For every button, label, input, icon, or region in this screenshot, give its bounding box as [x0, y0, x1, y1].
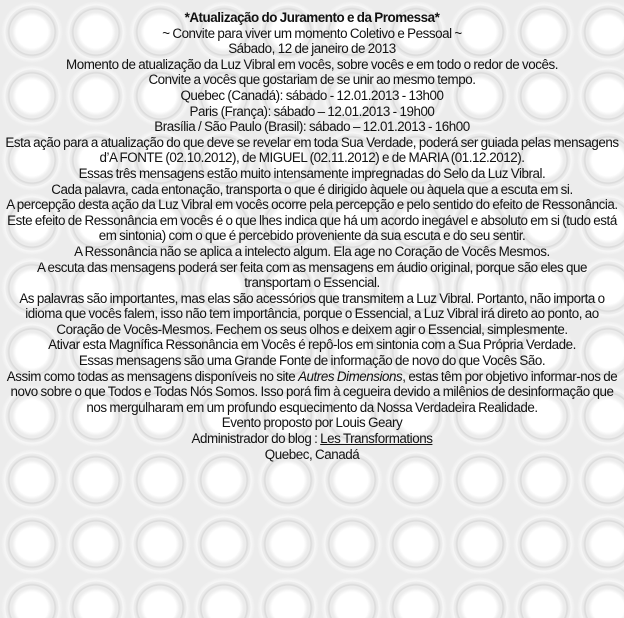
paragraph-great-source: Essas mensagens são uma Grande Fonte de informação de novo do que Vocês São. [78, 353, 546, 369]
paragraph-resonance-heart: A Ressonância não se aplica a intelecto algum. Ela age no Coração de Vocês Mesmos. [74, 243, 550, 259]
site-name-autres-dimensions: Autres Dimensions [298, 368, 403, 384]
paragraph-three-messages: Essas três mensagens estão muito intensamente impregnadas do Selo da Luz Vibral. [78, 165, 546, 181]
schedule-brasilia: Brasília / São Paulo (Brasil): sábado – 12.01.2013 - 16h00 [154, 119, 470, 135]
paragraph-guided-messages: Esta ação para a atualização do que deve se revelar em toda Sua Verdade, poderá ser guiada pelas mensagens d’A FONTE (02.10.2012), de MIGUEL (02.11.2012) e de MARIA (01.12.2012). [5, 134, 619, 166]
paragraph-each-word: Cada palavra, cada entonação, transporta o que é dirigido àquele ou àquela que a escuta em si. [51, 181, 573, 197]
paragraph-audio-listening: A escuta das mensagens poderá ser feita com as mensagens em áudio original, porque são eles que transportam o Essencial. [37, 259, 587, 291]
document-body [0, 10, 624, 462]
schedule-paris: Paris (França): sábado – 12.01.2013 - 19h00 [189, 103, 435, 119]
intro-paragraph-2: Convite a vocês que gostariam de se unir ao mesmo tempo. [148, 72, 476, 88]
document-subtitle: ~ Convite para viver um momento Coletivo e Pessoal ~ [162, 25, 462, 41]
location: Quebec, Canadá [264, 446, 360, 462]
paragraph-activate-resonance: Ativar esta Magnífica Ressonância em Vocês é repô-los em sintonia com a Sua Própria Verdade. [48, 337, 576, 353]
intro-paragraph-1: Momento de atualização da Luz Vibral em vocês, sobre vocês e em todo o redor de vocês. [66, 56, 558, 72]
les-transformations-link[interactable]: Les Transformations [320, 431, 433, 447]
paragraph-autres-after: , estas têm por objetivo informar-nos de novo sobre o que Todos e Todas Nós Somos. Isso porá fim à cegueira devido a milênios de desinformação que nos mergulharam em um profundo esquecimento da Nossa Verdadeira Realidade. [10, 368, 618, 415]
proposed-by: Evento proposto por Louis Geary [221, 415, 403, 431]
document-title: *Atualização do Juramento e da Promessa* [184, 10, 440, 25]
blog-admin-label: Administrador do blog : [191, 431, 321, 447]
paragraph-autres-before: Assim como todas as mensagens disponíveis no site [6, 368, 299, 384]
paragraph-resonance-effect: Este efeito de Ressonância em vocês é o que lhes indica que há um acordo inegável e absoluto em si (tudo está em sintonia) com o que é percebido proveniente da sua escuta e do seu sentir. [7, 212, 617, 244]
paragraph-autres-dimensions [0, 369, 624, 416]
event-date: Sábado, 12 de janeiro de 2013 [228, 41, 396, 57]
paragraph-words-important: As palavras são importantes, mas elas são acessórios que transmitem a Luz Vibral. Portanto, não importa o idioma que vocês falem, isso não tem importância, porque o Essencial, a Luz Vibral irá direto ao ponto, ao Coração de Vocês-Mesmos. Fechem os seus olhos e deixem agir o Essencial, simplesmente. [19, 290, 605, 337]
paragraph-perception: A percepção desta ação da Luz Vibral em vocês ocorre pela percepção e pelo sentido do efeito de Ressonância. [6, 197, 618, 213]
blog-admin-line [0, 431, 624, 447]
schedule-quebec: Quebec (Canadá): sábado - 12.01.2013 - 13h00 [180, 87, 444, 103]
